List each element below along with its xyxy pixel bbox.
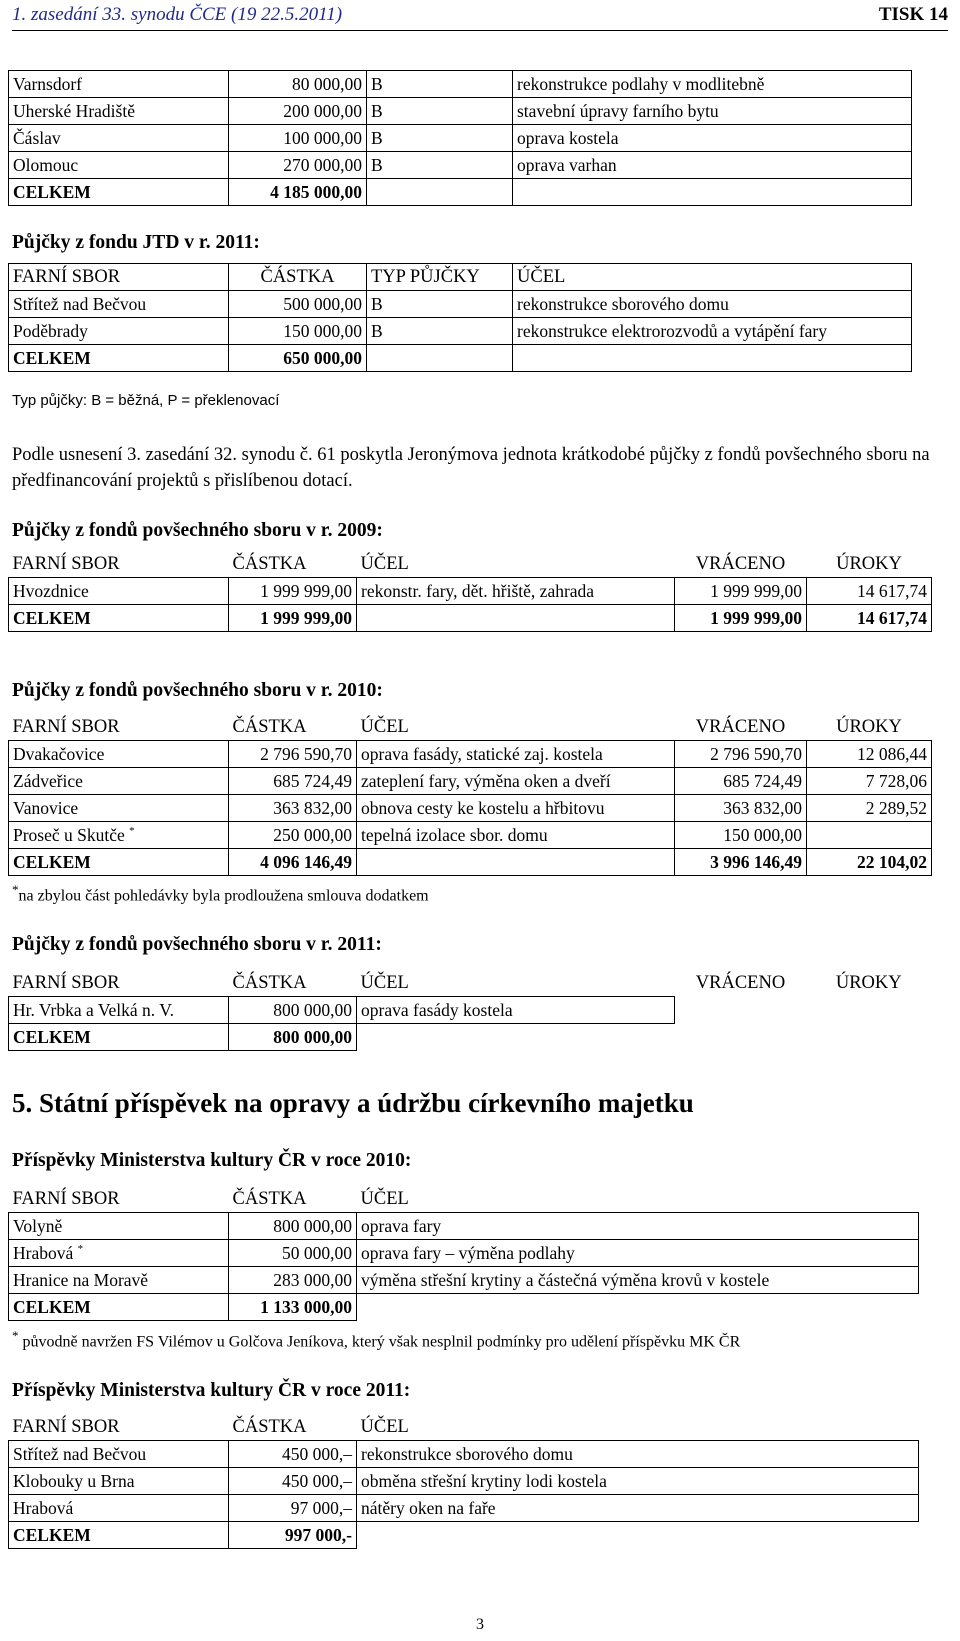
section-heading-mk2010: Příspěvky Ministerstva kultury ČR v roce 2010:	[12, 1150, 412, 1171]
empty-cell	[807, 1024, 932, 1051]
footnote-asterisk: *	[129, 824, 135, 837]
cell-sbor: Hranice na Moravě	[9, 1267, 229, 1294]
table-row	[9, 125, 912, 152]
cell-amount: 200 000,00	[229, 98, 367, 125]
section-heading-2009: Půjčky z fondů povšechného sboru v r. 2009:	[12, 520, 383, 541]
cell-amount: 270 000,00	[229, 152, 367, 179]
cell-sbor: Hvozdnice	[9, 578, 229, 605]
empty-cell	[357, 1522, 919, 1549]
empty-cell	[367, 179, 513, 206]
total-amount: 4 096 146,49	[229, 849, 357, 876]
resolution-paragraph: Podle usnesení 3. zasedání 32. synodu č. 61 poskytla Jeronýmova jednota krátkodobé půjčky z fondů povšechného sboru na předfinancování projektů s přislíbenou dotací.	[12, 445, 930, 491]
cell-purpose: stavební úpravy farního bytu	[513, 98, 912, 125]
cell-purpose: oprava fasády, statické zaj. kostela	[357, 741, 675, 768]
mk-2011-table	[8, 1414, 919, 1549]
cell-purpose: oprava fary	[357, 1213, 919, 1240]
total-label: CELKEM	[9, 1294, 229, 1321]
table-row	[9, 578, 932, 605]
empty-cell	[357, 605, 675, 632]
header-interest: ÚROKY	[835, 972, 902, 993]
total-returned: 3 996 146,49	[675, 849, 807, 876]
table-header-row	[9, 551, 932, 578]
cell-sbor: Čáslav	[9, 125, 229, 152]
cell-sbor: Uherské Hradiště	[9, 98, 229, 125]
table-row	[9, 822, 932, 849]
cell-purpose: rekonstrukce sborového domu	[513, 291, 912, 318]
cell-amount: 283 000,00	[229, 1267, 357, 1294]
empty-cell	[513, 179, 912, 206]
cell-returned: 150 000,00	[675, 822, 807, 849]
empty-cell	[357, 849, 675, 876]
total-amount: 800 000,00	[229, 1024, 357, 1051]
table-row	[9, 1468, 919, 1495]
header-returned: VRÁCENO	[695, 553, 786, 574]
cell-type: B	[367, 71, 513, 98]
cell-amount: 1 999 999,00	[229, 578, 357, 605]
page-number: 3	[476, 1616, 484, 1633]
session-title: 1. zasedání 33. synodu ČCE (19 22.5.2011)	[12, 4, 343, 25]
cell-sbor	[9, 1240, 229, 1267]
cell-amount: 800 000,00	[229, 1213, 357, 1240]
total-label: CELKEM	[9, 179, 229, 206]
cell-sbor: Poděbrady	[9, 318, 229, 345]
cell-amount: 450 000,–	[229, 1441, 357, 1468]
header-returned: VRÁCENO	[695, 972, 786, 993]
sbor-name: Hrabová	[13, 1242, 74, 1263]
table-row	[9, 997, 932, 1024]
table-row	[9, 98, 912, 125]
total-interest: 22 104,02	[807, 849, 932, 876]
footnote-asterisk: *	[12, 1328, 19, 1343]
cell-purpose: zateplení fary, výměna oken a dveří	[357, 768, 675, 795]
table-row	[9, 741, 932, 768]
cell-purpose: výměna střešní krytiny a částečná výměna krovů v kostele	[357, 1267, 919, 1294]
total-row	[9, 1522, 919, 1549]
total-returned: 1 999 999,00	[675, 605, 807, 632]
table-row	[9, 318, 912, 345]
cell-amount: 80 000,00	[229, 71, 367, 98]
table-row	[9, 1441, 919, 1468]
header-interest: ÚROKY	[836, 553, 902, 574]
cell-sbor: Klobouky u Brna	[9, 1468, 229, 1495]
sbor-name: Proseč u Skutče	[13, 824, 125, 845]
cell-returned: 2 796 590,70	[675, 741, 807, 768]
total-label: CELKEM	[9, 849, 229, 876]
table-row	[9, 291, 912, 318]
header-amount: ČÁSTKA	[232, 553, 307, 574]
header-sbor: FARNÍ SBOR	[12, 716, 120, 737]
header-amount: ČÁSTKA	[232, 1416, 307, 1437]
table-header-row	[9, 264, 912, 291]
cell-amount: 100 000,00	[229, 125, 367, 152]
header-amount: ČÁSTKA	[229, 264, 367, 291]
header-purpose: ÚČEL	[360, 553, 409, 574]
total-amount: 4 185 000,00	[229, 179, 367, 206]
footnote-text: původně navržen FS Vilémov u Golčova Jeníkova, který však nesplnil podmínky pro udělení příspěvku MK ČR	[22, 1333, 741, 1351]
cell-purpose: obnova cesty ke kostelu a hřbitovu	[357, 795, 675, 822]
total-interest: 14 617,74	[807, 605, 932, 632]
section-heading-2011: Půjčky z fondů povšechného sboru v r. 2011:	[12, 934, 382, 955]
total-row	[9, 1294, 919, 1321]
cell-sbor: Vanovice	[9, 795, 229, 822]
jtd-loans-table	[8, 263, 912, 372]
cell-purpose: oprava fary – výměna podlahy	[357, 1240, 919, 1267]
cell-purpose: nátěry oken na faře	[357, 1495, 919, 1522]
total-amount: 650 000,00	[229, 345, 367, 372]
table-header-row	[9, 1414, 919, 1441]
header-sbor: FARNÍ SBOR	[12, 1416, 120, 1437]
cell-type: B	[367, 318, 513, 345]
cell-sbor	[9, 822, 229, 849]
cell-type: B	[367, 98, 513, 125]
header-purpose: ÚČEL	[360, 716, 409, 737]
loans-2011-table	[8, 970, 932, 1051]
section-heading-2010: Půjčky z fondů povšechného sboru v r. 2010:	[12, 680, 383, 701]
total-row	[9, 605, 932, 632]
total-row	[9, 179, 912, 206]
cell-purpose: oprava fasády kostela	[357, 997, 675, 1024]
cell-sbor: Olomouc	[9, 152, 229, 179]
cell-returned: 1 999 999,00	[675, 578, 807, 605]
mk-2010-table	[8, 1186, 919, 1321]
header-purpose: ÚČEL	[360, 1416, 409, 1437]
cell-purpose: oprava varhan	[513, 152, 912, 179]
footnote-mk2010	[12, 1328, 740, 1351]
footnote-2010	[12, 882, 429, 905]
table-row	[9, 71, 912, 98]
header-purpose: ÚČEL	[360, 972, 409, 993]
cell-type: B	[367, 125, 513, 152]
cell-sbor: Hrabová	[9, 1495, 229, 1522]
cell-sbor: Hr. Vrbka a Velká n. V.	[9, 997, 229, 1024]
total-label: CELKEM	[9, 345, 229, 372]
cell-purpose: tepelná izolace sbor. domu	[357, 822, 675, 849]
cell-amount: 50 000,00	[229, 1240, 357, 1267]
footnote-asterisk: *	[77, 1242, 84, 1255]
loans-table-continued	[8, 70, 912, 206]
cell-interest: 14 617,74	[807, 578, 932, 605]
cell-interest	[807, 822, 932, 849]
cell-amount: 685 724,49	[229, 768, 357, 795]
cell-sbor: Zádveřice	[9, 768, 229, 795]
cell-amount: 250 000,00	[229, 822, 357, 849]
total-label: CELKEM	[9, 1522, 229, 1549]
cell-returned: 363 832,00	[675, 795, 807, 822]
cell-sbor: Varnsdorf	[9, 71, 229, 98]
header-purpose: ÚČEL	[513, 264, 912, 291]
cell-purpose: rekonstr. fary, dět. hřiště, zahrada	[357, 578, 675, 605]
cell-type: B	[367, 291, 513, 318]
cell-amount: 150 000,00	[229, 318, 367, 345]
cell-purpose: rekonstrukce elektrorozvodů a vytápění fary	[513, 318, 912, 345]
section-heading-jtd: Půjčky z fondu JTD v r. 2011:	[12, 232, 260, 253]
header-amount: ČÁSTKA	[232, 716, 307, 737]
table-row	[9, 1267, 919, 1294]
cell-interest: 12 086,44	[807, 741, 932, 768]
footnote-asterisk: *	[12, 882, 19, 897]
section-heading-mk2011: Příspěvky Ministerstva kultury ČR v roce 2011:	[12, 1380, 411, 1401]
cell-amount: 97 000,–	[229, 1495, 357, 1522]
cell-sbor: Dvakačovice	[9, 741, 229, 768]
empty-cell	[807, 997, 932, 1024]
total-row	[9, 345, 912, 372]
header-amount: ČÁSTKA	[232, 1188, 307, 1209]
table-row	[9, 1240, 919, 1267]
cell-sbor: Střítež nad Bečvou	[9, 291, 229, 318]
cell-purpose: rekonstrukce podlahy v modlitebně	[513, 71, 912, 98]
cell-purpose: rekonstrukce sborového domu	[357, 1441, 919, 1468]
table-header-row	[9, 1186, 919, 1213]
table-row	[9, 1213, 919, 1240]
footnote-text: na zbylou část pohledávky byla prodloužena smlouva dodatkem	[18, 887, 429, 905]
empty-cell	[367, 345, 513, 372]
print-number: TISK 14	[878, 4, 948, 25]
cell-sbor: Střítež nad Bečvou	[9, 1441, 229, 1468]
loan-type-legend: Typ půjčky: B = běžná, P = překlenovací	[12, 392, 280, 409]
cell-purpose: oprava kostela	[513, 125, 912, 152]
header-type: TYP PŮJČKY	[367, 264, 513, 291]
total-amount: 1 133 000,00	[229, 1294, 357, 1321]
header-sbor: FARNÍ SBOR	[9, 264, 229, 291]
table-row	[9, 152, 912, 179]
cell-amount: 2 796 590,70	[229, 741, 357, 768]
total-row	[9, 1024, 932, 1051]
table-row	[9, 795, 932, 822]
cell-type: B	[367, 152, 513, 179]
empty-cell	[675, 1024, 807, 1051]
header-sbor: FARNÍ SBOR	[12, 553, 120, 574]
cell-interest: 2 289,52	[807, 795, 932, 822]
header-interest: ÚROKY	[836, 716, 902, 737]
cell-sbor: Volyně	[9, 1213, 229, 1240]
total-label: CELKEM	[9, 605, 229, 632]
page-header	[12, 4, 948, 31]
cell-amount: 363 832,00	[229, 795, 357, 822]
total-amount: 1 999 999,00	[229, 605, 357, 632]
cell-amount: 800 000,00	[229, 997, 357, 1024]
cell-interest: 7 728,06	[807, 768, 932, 795]
loans-2010-table	[8, 714, 932, 876]
table-row	[9, 768, 932, 795]
table-header-row	[9, 714, 932, 741]
cell-returned: 685 724,49	[675, 768, 807, 795]
empty-cell	[675, 997, 807, 1024]
empty-cell	[357, 1024, 675, 1051]
cell-amount: 450 000,–	[229, 1468, 357, 1495]
header-purpose: ÚČEL	[360, 1188, 409, 1209]
cell-amount: 500 000,00	[229, 291, 367, 318]
empty-cell	[357, 1294, 919, 1321]
loans-2009-table	[8, 551, 932, 632]
empty-cell	[513, 345, 912, 372]
cell-purpose: obměna střešní krytiny lodi kostela	[357, 1468, 919, 1495]
total-label: CELKEM	[9, 1024, 229, 1051]
header-amount: ČÁSTKA	[232, 972, 307, 993]
chapter-heading: 5. Státní příspěvek na opravy a údržbu církevního majetku	[12, 1088, 694, 1118]
header-sbor: FARNÍ SBOR	[12, 1188, 120, 1209]
table-header-row	[9, 970, 932, 997]
header-sbor: FARNÍ SBOR	[12, 972, 120, 993]
table-row	[9, 1495, 919, 1522]
total-amount: 997 000,-	[229, 1522, 357, 1549]
header-returned: VRÁCENO	[695, 716, 786, 737]
total-row	[9, 849, 932, 876]
